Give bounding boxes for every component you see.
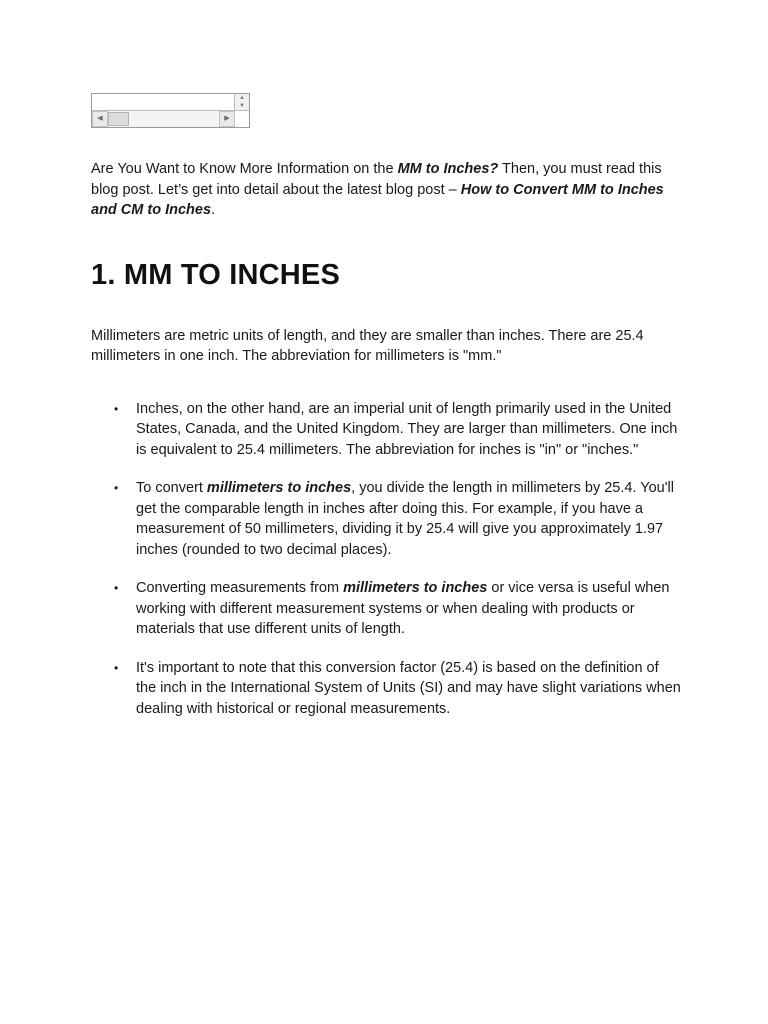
list-item-text: Inches, on the other hand, are an imperial unit of length primarily used in the United States, Canada, and the United Kingdom. They are larger than millimeters. One inch is equivalent to 25.4 millimeters. The abbreviation for inches is "in" or "inches." bbox=[136, 400, 678, 458]
intro-paragraph bbox=[91, 159, 681, 221]
scroll-right-icon[interactable]: ▶ bbox=[219, 111, 235, 127]
list-item-emphasis: millimeters to inches bbox=[206, 480, 352, 496]
bullet-icon: • bbox=[114, 660, 119, 675]
vertical-scrollbar[interactable] bbox=[234, 94, 249, 111]
list-item-text-pre: Converting measurements from bbox=[136, 580, 344, 596]
bullet-icon: • bbox=[114, 481, 119, 495]
list-item-text-post: or vice versa is useful when working with different measurement systems or when dealing with products or materials that use different units of length. bbox=[136, 580, 670, 637]
article-body bbox=[91, 159, 681, 737]
scrollbar-thumb[interactable] bbox=[108, 112, 129, 126]
intro-text-3: . bbox=[211, 202, 216, 218]
scrollbar-corner bbox=[235, 111, 249, 127]
scroll-down-icon[interactable]: ▼ bbox=[239, 103, 245, 109]
list-item bbox=[91, 578, 681, 640]
bullet-list bbox=[91, 399, 681, 720]
horizontal-scrollbar[interactable] bbox=[92, 110, 249, 127]
intro-emphasis-1: MM to Inches? bbox=[397, 161, 499, 177]
intro-text-1: Are You Want to Know More Information on the bbox=[91, 161, 398, 177]
scroll-left-icon[interactable]: ◀ bbox=[92, 111, 108, 127]
list-item-text: It's important to note that this conversion factor (25.4) is based on the definition of the inch in the International System of Units (SI) and may have slight variations when dealing with historical or regional measurements. bbox=[136, 659, 681, 717]
list-item bbox=[91, 658, 681, 720]
section-heading: 1. MM TO INCHES bbox=[91, 258, 340, 291]
list-item-text-pre: To convert bbox=[136, 480, 207, 496]
list-item-emphasis: millimeters to inches bbox=[343, 580, 488, 596]
bullet-icon: • bbox=[114, 581, 119, 595]
intro-emphasis-2: How to Convert MM to Inches and CM to Inches bbox=[91, 181, 664, 218]
bullet-icon: • bbox=[114, 401, 119, 416]
intro-text-2: Then, you must read this blog post. Let’s get into detail about the latest blog post – bbox=[91, 161, 662, 198]
scroll-up-icon[interactable]: ▲ bbox=[239, 95, 245, 101]
list-item bbox=[91, 399, 681, 461]
list-item bbox=[91, 478, 681, 560]
definition-paragraph: Millimeters are metric units of length, and they are smaller than inches. There are 25.4 millimeters in one inch. The abbreviation for millimeters is "mm." bbox=[91, 327, 644, 364]
list-item-text-post: , you divide the length in millimeters by 25.4. You'll get the comparable length in inches after doing this. For example, if you have a measurement of 50 millimeters, dividing it by 25.4 will give you approximately 1.97 inches (rounded to two decimal places). bbox=[136, 480, 674, 558]
embedded-scroll-widget[interactable] bbox=[91, 93, 250, 128]
